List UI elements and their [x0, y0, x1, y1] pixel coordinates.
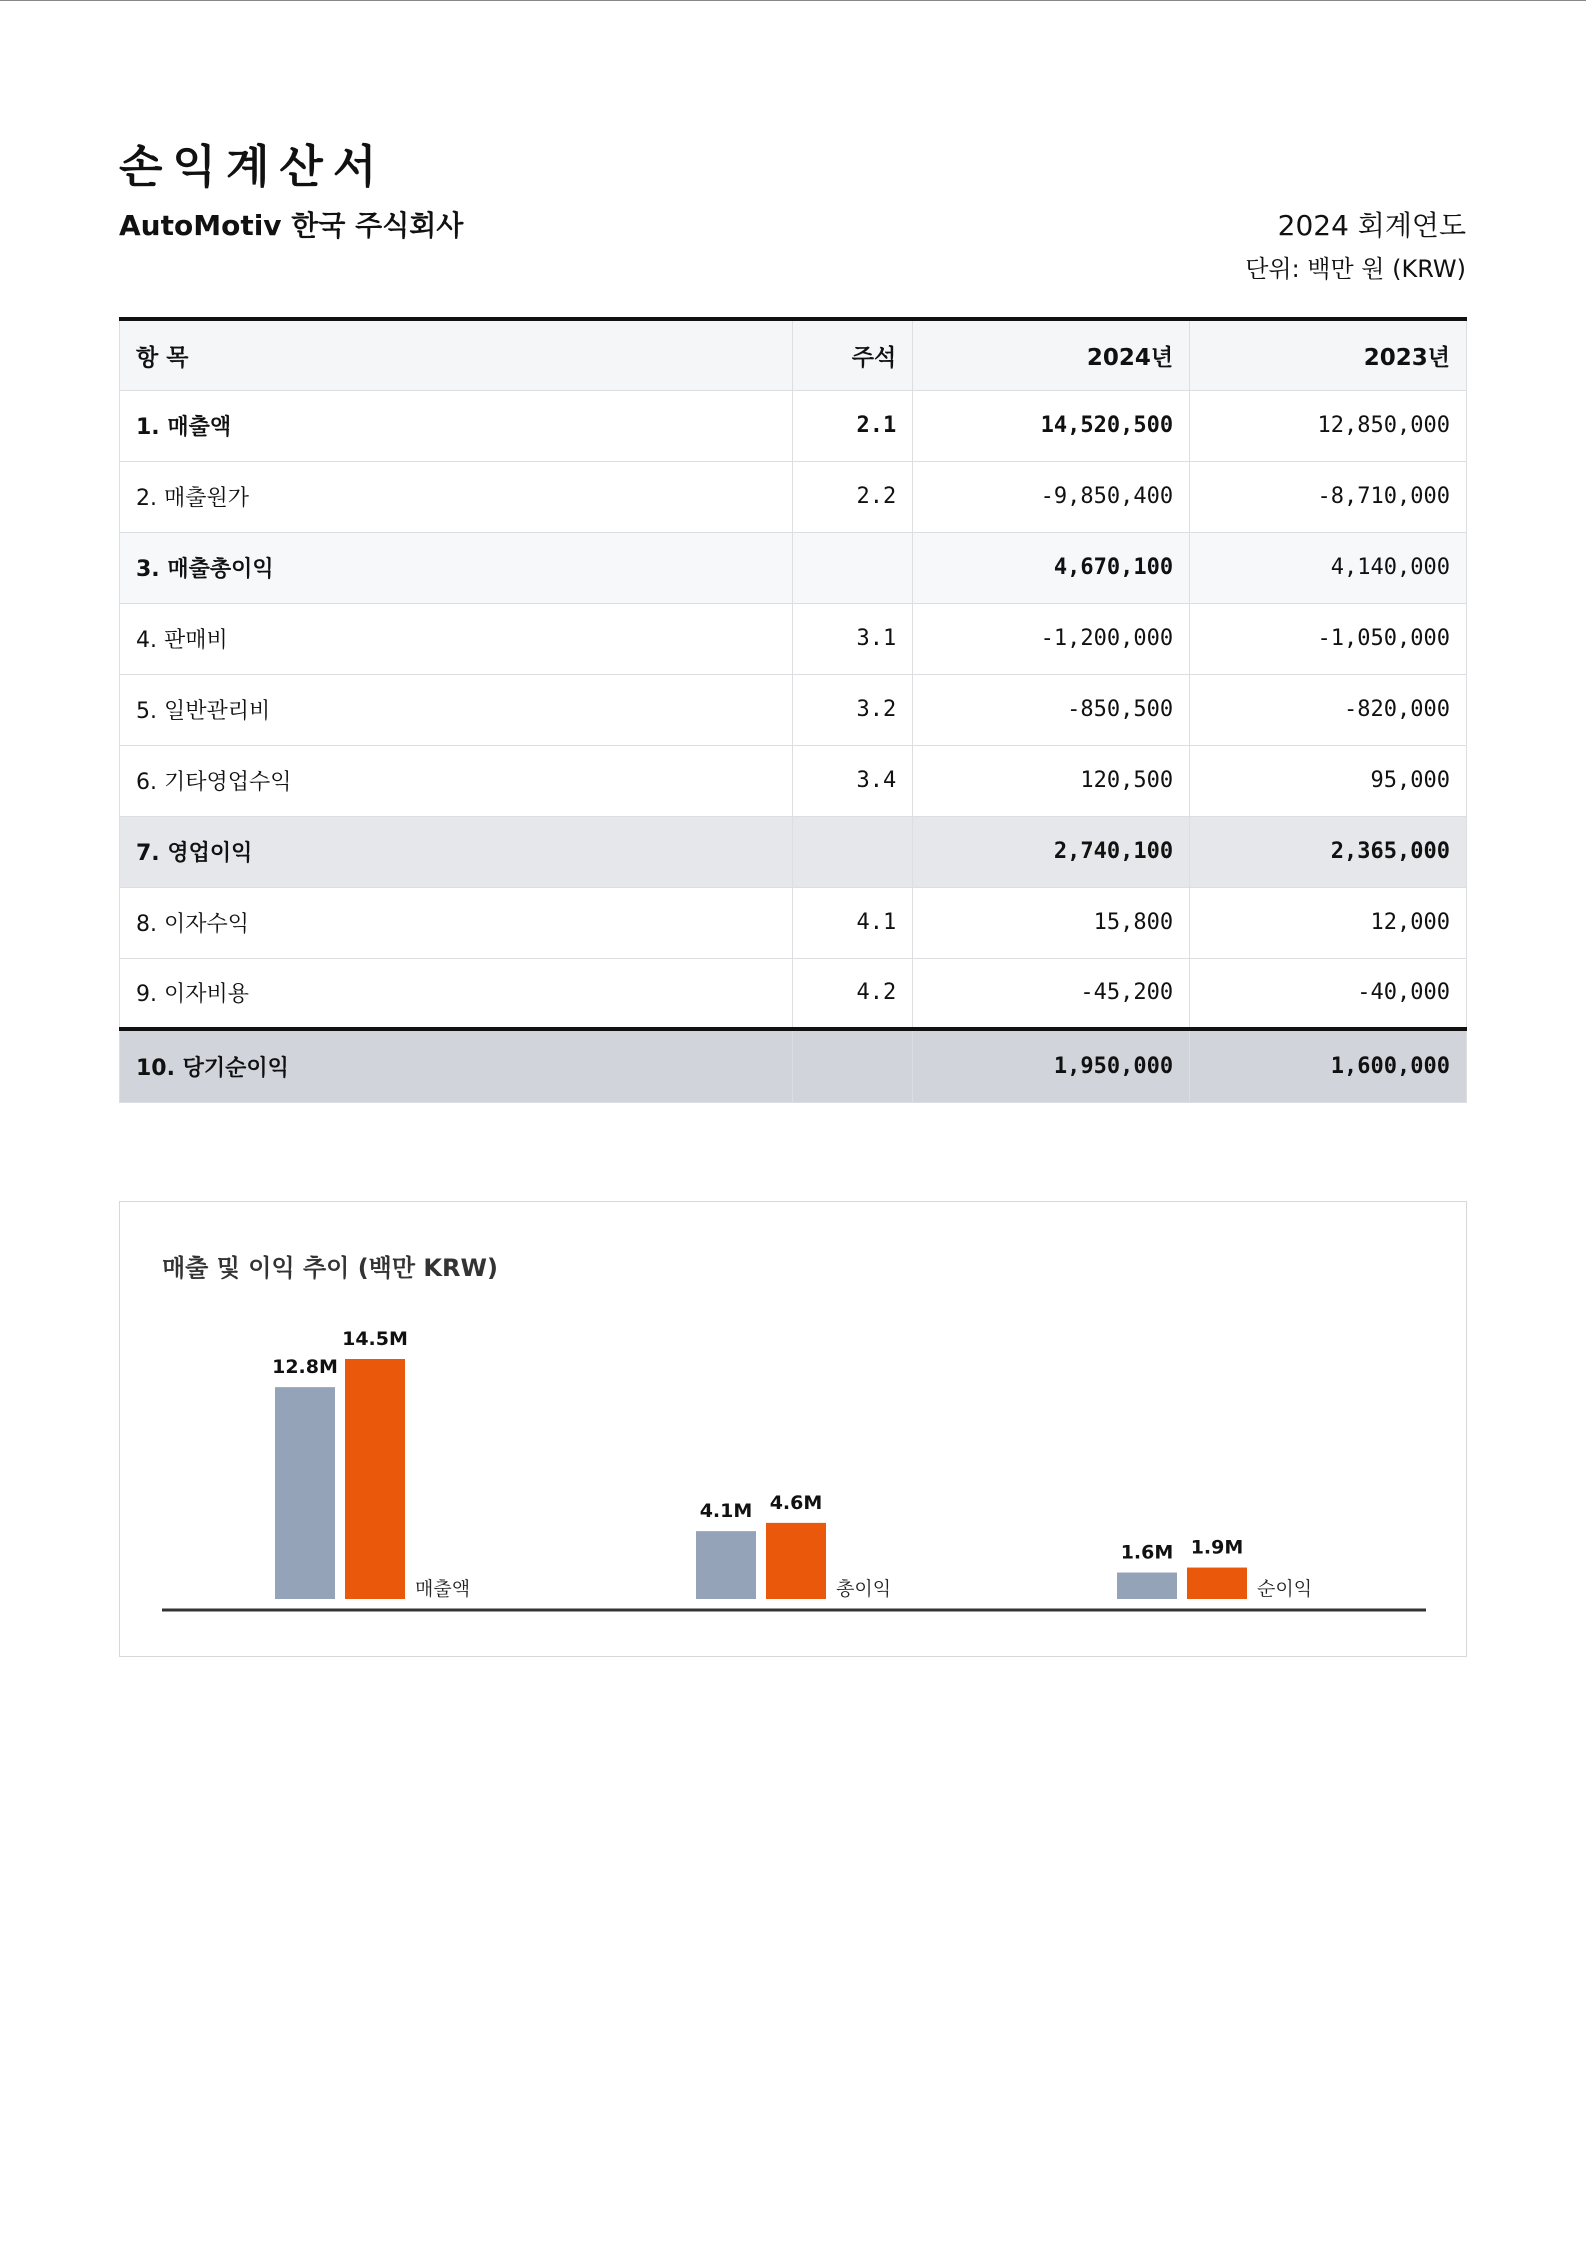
document-title: 손익계산서 — [119, 140, 387, 193]
category-label: 순이익 — [1257, 1578, 1313, 1600]
row-item: 5. 일반관리비 — [120, 674, 793, 745]
row-item: 2. 매출원가 — [120, 461, 793, 532]
bar-value-label: 4.6M — [769, 1491, 823, 1514]
bar-총이익-1 — [696, 1531, 756, 1599]
bar-value-label: 12.8M — [272, 1356, 338, 1379]
row-item: 10. 당기순이익 — [120, 1029, 793, 1102]
row-2024: -1,200,000 — [913, 603, 1190, 674]
bar-value-label: 1.9M — [1190, 1536, 1244, 1559]
table-row — [120, 461, 1467, 532]
row-note — [793, 1029, 913, 1102]
row-2023: -820,000 — [1190, 674, 1467, 745]
row-item: 3. 매출총이익 — [120, 532, 793, 603]
table-row-total — [120, 1029, 1467, 1102]
row-2024: 15,800 — [913, 887, 1190, 958]
row-item: 7. 영업이익 — [120, 816, 793, 887]
row-item: 1. 매출액 — [120, 390, 793, 461]
bar-순이익-1 — [1117, 1573, 1177, 1599]
table-row — [120, 532, 1467, 603]
bar-매출액-2 — [345, 1359, 405, 1599]
chart-panel — [119, 1201, 1467, 1657]
row-note: 3.4 — [793, 745, 913, 816]
table-row — [120, 674, 1467, 745]
row-2024: 14,520,500 — [913, 390, 1190, 461]
row-2024: -850,500 — [913, 674, 1190, 745]
row-note: 4.1 — [793, 887, 913, 958]
row-item: 9. 이자비용 — [120, 958, 793, 1029]
row-2024: 120,500 — [913, 745, 1190, 816]
category-label: 총이익 — [836, 1578, 892, 1600]
row-note: 3.2 — [793, 674, 913, 745]
table-row — [120, 603, 1467, 674]
income-statement-table — [119, 317, 1467, 1103]
row-item: 6. 기타영업수익 — [120, 745, 793, 816]
table-row — [120, 958, 1467, 1029]
header-note: 주석 — [793, 319, 913, 390]
row-note — [793, 816, 913, 887]
row-note: 3.1 — [793, 603, 913, 674]
bar-value-label: 14.5M — [342, 1328, 408, 1350]
row-2023: -40,000 — [1190, 958, 1467, 1029]
row-item: 8. 이자수익 — [120, 887, 793, 958]
table-row — [120, 745, 1467, 816]
table-row — [120, 887, 1467, 958]
header-2023: 2023년 — [1190, 319, 1467, 390]
row-note: 4.2 — [793, 958, 913, 1029]
row-note: 2.2 — [793, 461, 913, 532]
row-2024: 1,950,000 — [913, 1029, 1190, 1102]
header-item: 항 목 — [120, 319, 793, 390]
category-label: 매출액 — [415, 1578, 471, 1600]
row-item: 4. 판매비 — [120, 603, 793, 674]
bar-value-label: 1.6M — [1120, 1541, 1174, 1564]
row-2024: 2,740,100 — [913, 816, 1190, 887]
bar-순이익-2 — [1187, 1568, 1247, 1599]
row-2023: 12,850,000 — [1190, 390, 1467, 461]
bar-chart — [120, 1202, 1466, 1656]
row-2023: 4,140,000 — [1190, 532, 1467, 603]
row-2024: 4,670,100 — [913, 532, 1190, 603]
unit-note: 단위: 백만 원 (KRW) — [1245, 255, 1466, 283]
row-2024: -9,850,400 — [913, 461, 1190, 532]
bar-매출액-1 — [275, 1387, 335, 1599]
header-2024: 2024년 — [913, 319, 1190, 390]
row-note — [793, 532, 913, 603]
row-2024: -45,200 — [913, 958, 1190, 1029]
table-header-row — [120, 319, 1467, 390]
row-2023: 1,600,000 — [1190, 1029, 1467, 1102]
row-2023: -8,710,000 — [1190, 461, 1467, 532]
top-border-line — [0, 0, 1586, 1]
company-name: AutoMotiv 한국 주식회사 — [119, 209, 464, 242]
row-2023: -1,050,000 — [1190, 603, 1467, 674]
bar-value-label: 4.1M — [699, 1500, 753, 1523]
chart-title: 매출 및 이익 추이 (백만 KRW) — [162, 1254, 498, 1282]
table-row — [120, 390, 1467, 461]
row-2023: 95,000 — [1190, 745, 1467, 816]
row-note: 2.1 — [793, 390, 913, 461]
row-2023: 12,000 — [1190, 887, 1467, 958]
bar-총이익-2 — [766, 1523, 826, 1599]
table-row — [120, 816, 1467, 887]
fiscal-year: 2024 회계연도 — [1277, 209, 1466, 242]
row-2023: 2,365,000 — [1190, 816, 1467, 887]
